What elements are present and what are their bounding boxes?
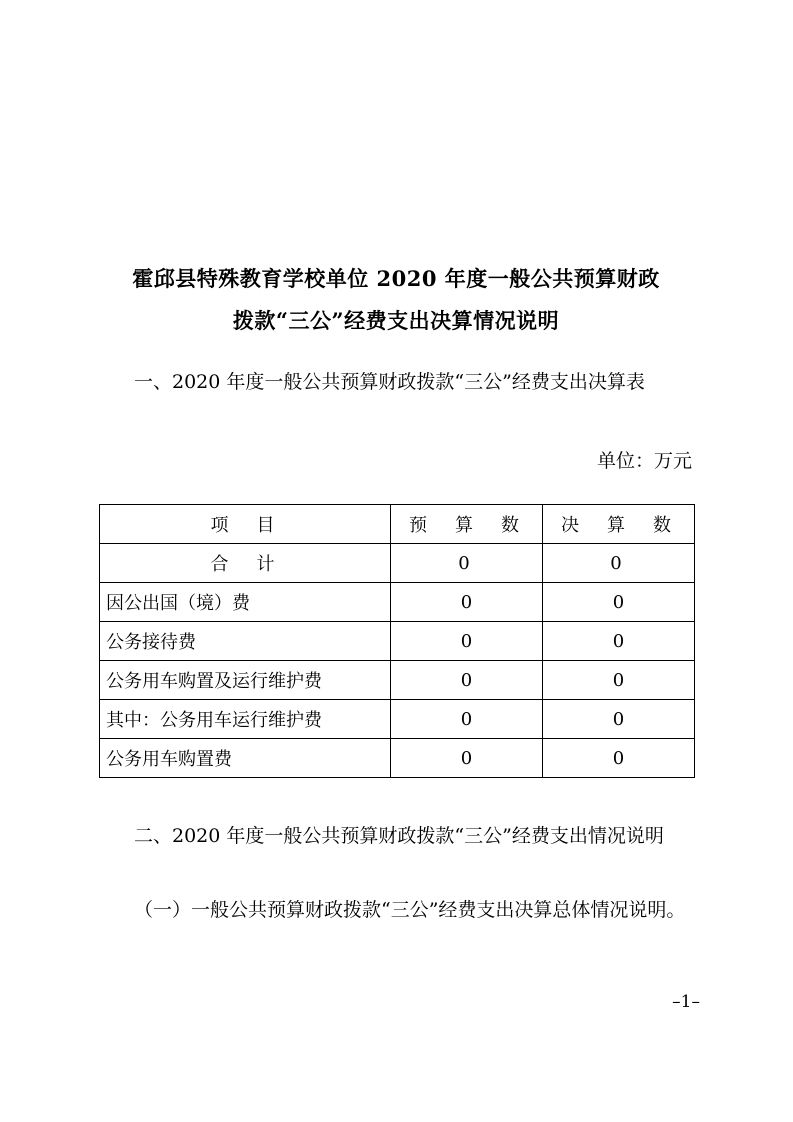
unit-label: 单位：万元 [596,450,692,472]
table-row [100,661,695,700]
row-final-vehicle-total: 0 [543,661,695,700]
three-public-expense-table [99,504,695,778]
table-row [100,544,695,583]
page-title [96,258,696,342]
row-label-total: 合 计 [100,544,391,583]
row-final-total: 0 [543,544,695,583]
row-label-abroad: 因公出国（境）费 [100,583,391,622]
row-label-vehicle-purchase: 公务用车购置费 [100,739,391,778]
page-title-line-1: 霍邱县特殊教育学校单位 2020 年度一般公共预算财政 [132,266,660,291]
row-label-vehicle-maintenance: 其中：公务用车运行维护费 [100,700,391,739]
row-final-abroad: 0 [543,583,695,622]
three-public-expense-table-wrapper [99,504,694,778]
table-header-budget: 预 算 数 [391,505,543,544]
table-row [100,739,695,778]
section-two-subheading-1: （一）一般公共预算财政拨款“三公”经费支出决算总体情况说明。 [134,899,686,921]
row-budget-vehicle-purchase: 0 [391,739,543,778]
table-header-final: 决 算 数 [543,505,695,544]
row-budget-vehicle-maintenance: 0 [391,700,543,739]
table-header-item: 项 目 [100,505,391,544]
table-row [100,583,695,622]
table-row [100,622,695,661]
row-budget-reception: 0 [391,622,543,661]
row-label-vehicle-total: 公务用车购置及运行维护费 [100,661,391,700]
page-title-line-2: 拨款“三公”经费支出决算情况说明 [232,308,560,333]
section-one-heading: 一、2020 年度一般公共预算财政拨款“三公”经费支出决算表 [134,371,645,393]
table-row [100,700,695,739]
row-budget-vehicle-total: 0 [391,661,543,700]
page-number: –1– [672,992,700,1012]
row-final-reception: 0 [543,622,695,661]
row-final-vehicle-maintenance: 0 [543,700,695,739]
row-final-vehicle-purchase: 0 [543,739,695,778]
row-budget-total: 0 [391,544,543,583]
row-label-reception: 公务接待费 [100,622,391,661]
section-two-heading: 二、2020 年度一般公共预算财政拨款“三公”经费支出情况说明 [134,825,664,847]
table-header-row [100,505,695,544]
row-budget-abroad: 0 [391,583,543,622]
